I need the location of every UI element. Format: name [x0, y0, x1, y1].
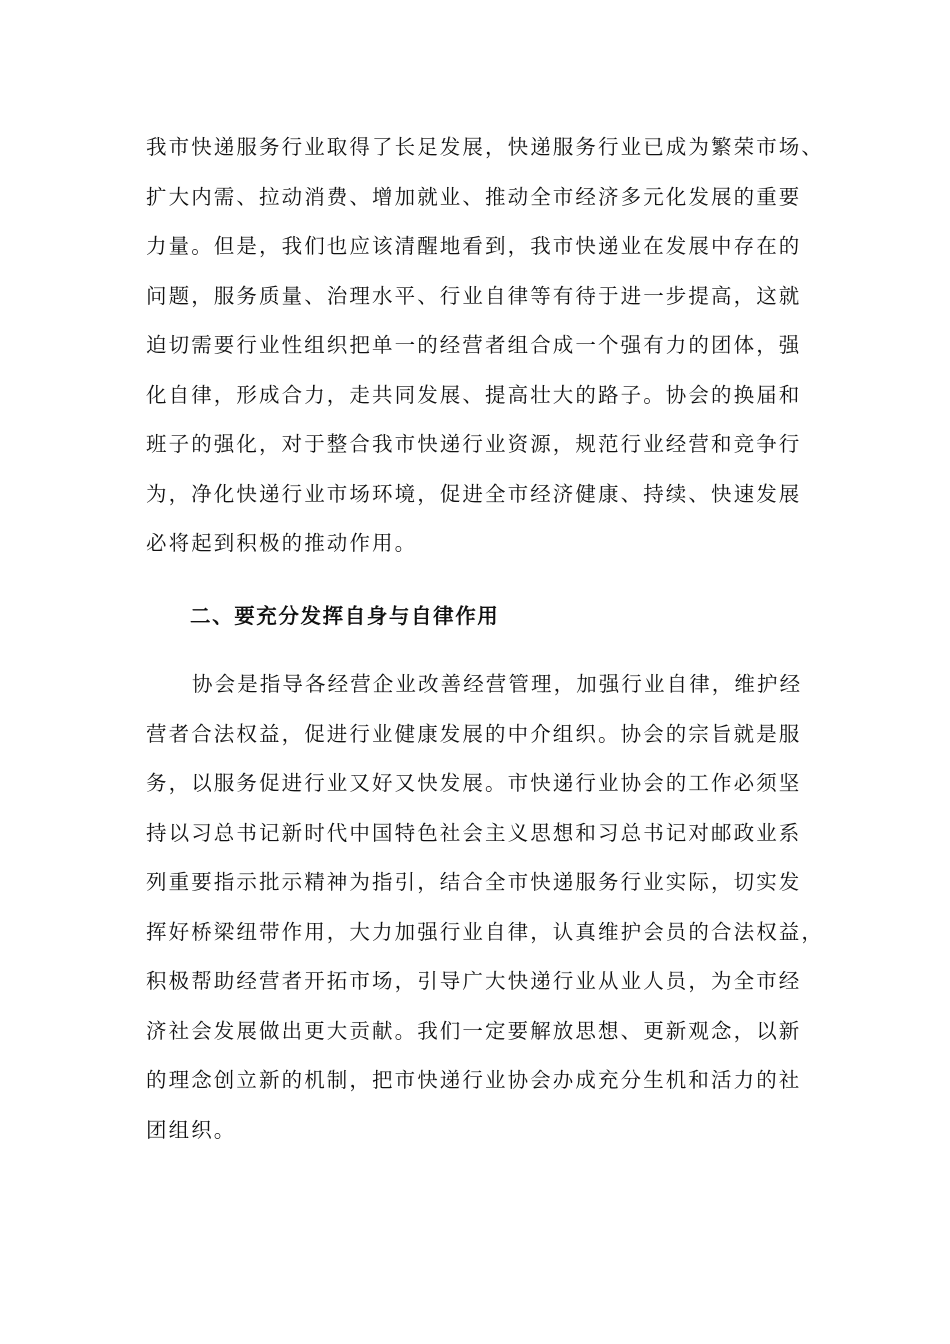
paragraph-line: 列重要指示批示精神为指引，结合全市快递服务行业实际，切实发 — [146, 870, 802, 894]
paragraph-line: 为，净化快递行业市场环境，促进全市经济健康、持续、快速发展 — [146, 481, 802, 506]
paragraph-line: 问题，服务质量、治理水平、行业自律等有待于进一步提高，这就 — [146, 283, 802, 308]
paragraph-line: 扩大内需、拉动消费、增加就业、推动全市经济多元化发展的重要 — [146, 184, 802, 209]
paragraph-line: 迫切需要行业性组织把单一的经营者组合成一个强有力的团体，强 — [146, 333, 802, 357]
paragraph-1 — [146, 123, 824, 569]
paragraph-line: 营者合法权益，促进行业健康发展的中介组织。协会的宗旨就是服 — [146, 721, 802, 746]
paragraph-line: 挥好桥梁纽带作用，大力加强行业自律，认真维护会员的合法权益， — [146, 919, 824, 944]
paragraph-line: 必将起到积极的推动作用。 — [146, 531, 418, 555]
section-heading: 二、要充分发挥自身与自律作用 — [190, 604, 500, 628]
paragraph-line: 持以习总书记新时代中国特色社会主义思想和习总书记对邮政业系 — [146, 820, 802, 845]
paragraph-line: 协会是指导各经营企业改善经营管理，加强行业自律，维护经 — [192, 672, 803, 696]
paragraph-line: 力量。但是，我们也应该清醒地看到，我市快递业在发展中存在的 — [146, 234, 802, 258]
paragraph-2 — [146, 660, 824, 1155]
paragraph-line: 团组织。 — [146, 1117, 237, 1142]
paragraph-line: 务，以服务促进行业又好又快发展。市快递行业协会的工作必须坚 — [146, 771, 802, 795]
paragraph-line: 的理念创立新的机制，把市快递行业协会办成充分生机和活力的社 — [146, 1068, 802, 1092]
paragraph-line: 化自律，形成合力，走共同发展、提高壮大的路子。协会的换届和 — [146, 382, 802, 407]
paragraph-line: 我市快递服务行业取得了长足发展，快递服务行业已成为繁荣市场、 — [146, 135, 824, 159]
paragraph-line: 积极帮助经营者开拓市场，引导广大快递行业从业人员，为全市经 — [146, 969, 802, 993]
paragraph-line: 班子的强化，对于整合我市快递行业资源，规范行业经营和竞争行 — [146, 432, 802, 456]
paragraph-line: 济社会发展做出更大贡献。我们一定要解放思想、更新观念，以新 — [146, 1018, 802, 1043]
